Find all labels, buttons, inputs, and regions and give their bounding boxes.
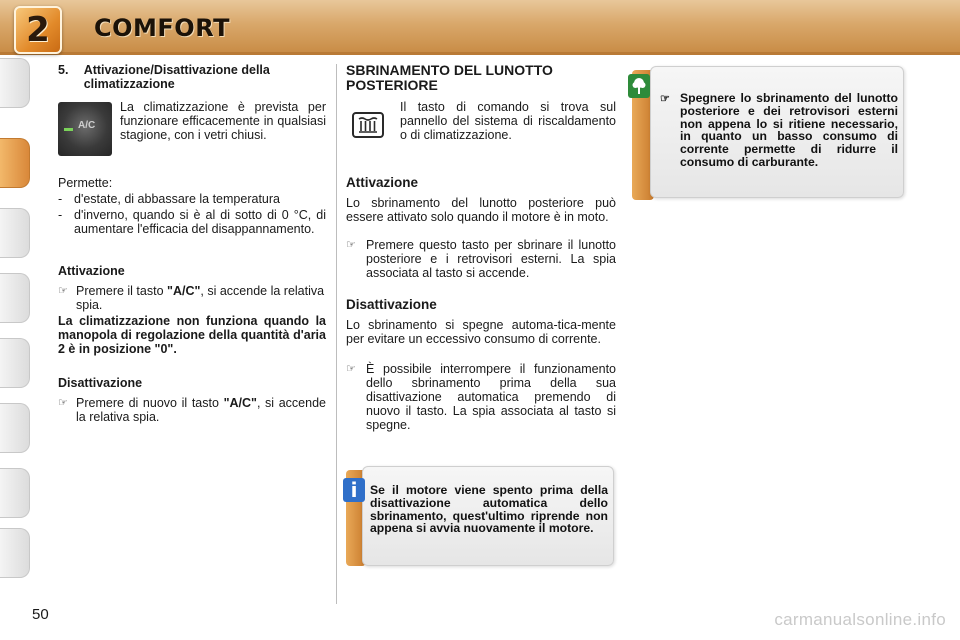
item-number: 5. xyxy=(58,63,69,77)
list-item-text: d'estate, di abbassare la temperatura xyxy=(74,192,280,206)
pointing-hand-icon: ☞ xyxy=(58,397,68,409)
pointing-hand-icon: ☞ xyxy=(346,239,356,251)
section-title: SBRINAMENTO DEL LUNOTTO POSTERIORE xyxy=(346,62,553,93)
defrost-intro-text: Il tasto di comando si trova sul pannello del sistema di riscaldamento o di climatizzazione. xyxy=(400,100,616,142)
step-text-post: , si accende la relativa spia. xyxy=(76,396,326,424)
chapter-title: COMFORT xyxy=(94,14,230,42)
rear-defrost-icon xyxy=(352,112,384,138)
chapter-tab-6[interactable] xyxy=(0,403,30,453)
pointing-hand-icon: ☞ xyxy=(660,93,670,105)
info-note-text: Se il motore viene spento prima della disattivazione automatica dello sbrinamento, quest'ultimo riprende non appena si avvia nuovamente il motore. xyxy=(370,483,608,536)
eco-tree-icon xyxy=(628,74,650,98)
step-text-pre: Premere di nuovo il tasto xyxy=(76,396,224,410)
permette-label: Permette: xyxy=(58,176,113,190)
defrost-attivazione-heading: Attivazione xyxy=(346,175,419,190)
ac-button-label: A/C xyxy=(78,120,96,131)
chapter-tab-2-active[interactable] xyxy=(0,138,30,188)
step-text-pre: Premere il tasto xyxy=(76,284,168,298)
ac-disattivazione-text xyxy=(76,396,326,424)
ac-attivazione-step xyxy=(58,284,326,312)
ac-intro-text: La climatizzazione è prevista per funzionare efficacemente in qualsiasi stagione, con i vetri chiusi. xyxy=(120,100,326,142)
defrost-disattivazione-step xyxy=(346,362,616,432)
defrost-disattivazione-step-text: È possibile interrompere il funzionamento dello sbrinamento prima della sua disattivazione automatica premendo di nuovo il tasto. La spia associata al tasto si spegne. xyxy=(366,362,616,432)
ac-attivazione-heading: Attivazione xyxy=(58,264,125,278)
ac-button-image xyxy=(58,102,112,156)
ac-key-label: "A/C" xyxy=(223,396,257,410)
ac-disattivazione-heading: Disattivazione xyxy=(58,376,143,390)
list-item xyxy=(58,192,326,206)
uses-list xyxy=(58,192,326,236)
rear-defrost-glyph xyxy=(356,116,380,134)
ac-attivazione-text xyxy=(76,284,326,312)
list-item xyxy=(58,208,326,236)
item-title: Attivazione/Disattivazione della climatizzazione xyxy=(83,63,270,91)
defrost-disattivazione-heading: Disattivazione xyxy=(346,297,437,312)
chapter-tab-7[interactable] xyxy=(0,468,30,518)
list-item-text: d'inverno, quando si è al di sotto di 0 °C, di aumentare l'efficacia del disappannamento. xyxy=(74,208,326,236)
step-text-post: , si accende la relativa spia. xyxy=(76,284,325,312)
tree-glyph xyxy=(631,77,647,95)
ac-indicator-led xyxy=(64,128,73,131)
defrost-attivazione-step-text: Premere questo tasto per sbrinare il lunotto posteriore e i retrovisori esterni. La spia associata al tasto si accende. xyxy=(366,238,616,280)
chapter-tabs xyxy=(0,58,34,578)
item-heading xyxy=(58,63,324,91)
page-number: 50 xyxy=(32,606,49,623)
chapter-tab-3[interactable] xyxy=(0,208,30,258)
header-divider xyxy=(0,52,960,55)
dash-marker: - xyxy=(58,208,63,222)
chapter-tab-1[interactable] xyxy=(0,58,30,108)
chapter-tab-5[interactable] xyxy=(0,338,30,388)
defrost-attivazione-step xyxy=(346,238,616,280)
ac-key-label: "A/C" xyxy=(167,284,201,298)
defrost-disattivazione-text: Lo sbrinamento si spegne automa-tica-mente per evitare un eccessivo consumo di corrente. xyxy=(346,318,616,346)
eco-note-content xyxy=(660,92,898,169)
info-icon: i xyxy=(343,478,365,502)
defrost-attivazione-text: Lo sbrinamento del lunotto posteriore può essere attivato solo quando il motore è in moto. xyxy=(346,196,616,224)
pointing-hand-icon: ☞ xyxy=(58,285,68,297)
ac-disattivazione-step xyxy=(58,396,326,424)
dash-marker: - xyxy=(58,192,63,206)
watermark: carmanualsonline.info xyxy=(774,610,946,629)
chapter-number-badge: 2 xyxy=(14,6,62,54)
pointing-hand-icon: ☞ xyxy=(346,363,356,375)
chapter-tab-4[interactable] xyxy=(0,273,30,323)
ac-warning-text: La climatizzazione non funziona quando la manopola di regolazione della quantità d'aria 2 è in posizione "0". xyxy=(58,314,326,356)
chapter-tab-8[interactable] xyxy=(0,528,30,578)
eco-note-text: Spegnere lo sbrinamento del lunotto posteriore e dei retrovisori esterni non appena lo si ritiene necessario, in quanto un basso consumo di corrente permette di ridurre il consumo di carburante. xyxy=(680,91,898,169)
column-divider xyxy=(336,64,337,604)
